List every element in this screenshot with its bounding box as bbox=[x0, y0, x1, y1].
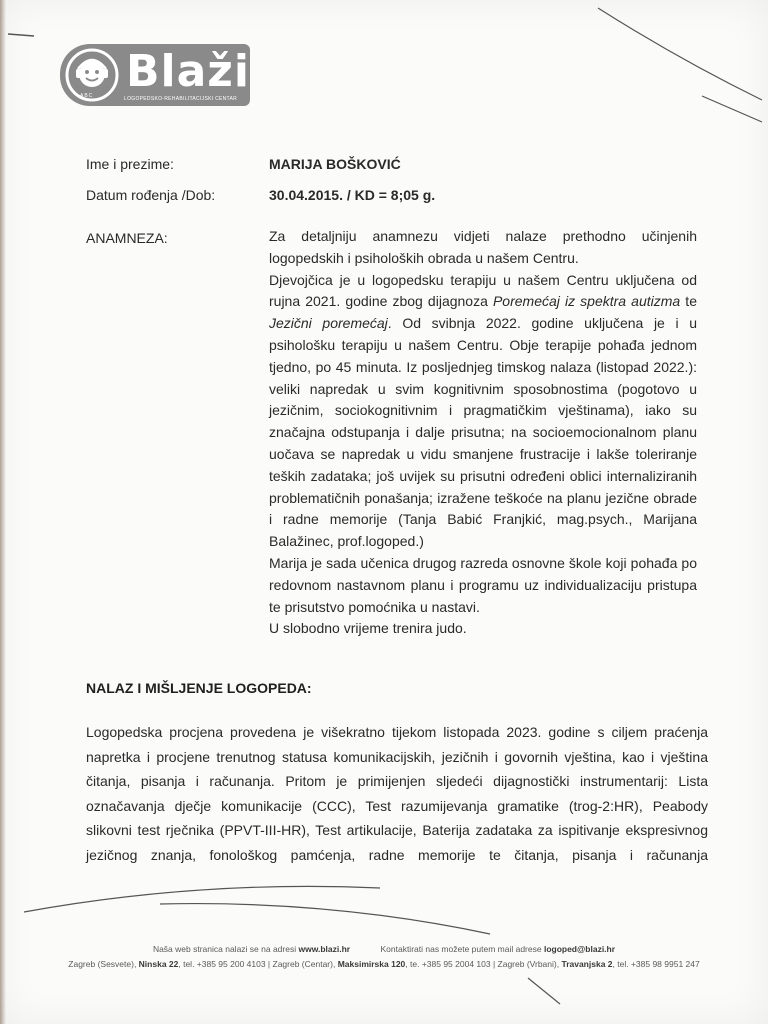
logo-wordmark: Blaži bbox=[126, 46, 251, 97]
footer-web-url: www.blazi.hr bbox=[298, 944, 351, 954]
anamneza-text bbox=[269, 226, 697, 640]
anamneza-paragraph-1: Za detaljniju anamnezu vidjeti nalaze prethodno učinjenih logopedskih i psiholoških obrada u našem Centru. bbox=[269, 228, 697, 266]
dob-value: 30.04.2015. / KD = 8;05 g. bbox=[269, 187, 436, 203]
footer-address-3: Travanjska 2 bbox=[561, 959, 613, 969]
footer-web: Naša web stranica nalazi se na adresi www.blazi.hr bbox=[152, 944, 351, 954]
diagnosis-language: Jezični poremećaj bbox=[269, 315, 388, 332]
name-label: Ime i prezime: bbox=[86, 156, 174, 172]
footer-address-line: Zagreb (Sesvete), Ninska 22, tel. +385 95 200 4103 | Zagreb (Centar), Maksimirska 120, te. +385 95 2004 103 | Zagreb (Vrbani), Travanjska 2, tel. +385 98 9951 247 bbox=[68, 959, 700, 969]
footer-mail: Kontaktirati nas možete putem mail adrese logoped@blazi.hr bbox=[380, 944, 616, 954]
nalaz-title: NALAZ I MIŠLJENJE LOGOPEDA: bbox=[86, 680, 312, 696]
anamneza-label: ANAMNEZA: bbox=[86, 230, 168, 246]
dob-label: Datum rođenja /Dob: bbox=[86, 187, 216, 203]
anamneza-p2-c: . Od svibnja 2022. godine uključena je i u psihološku terapiju u našem Centru. Obje terapije pohađa jednom tjedno, po 45 minuta. Iz posljednjeg timskog nalaza (listopad 2022.): veliki napredak u svim kognitivnim sposobnostima (pogotovo u jezičnim, sociokognitivnim i pragmatičkim vještinama), iako su značajna odstupanja i dalje prisutna; na socioemocionalnom planu uočava se napredak u vidu smanjene frustracije i lakše toleriranje teških zadataka; još uvijek su prisutni određeni oblici internaliziranih problematičnih ponašanja; izražene teškoće na planu jezične obrade i radne memorije (Tanja Babić Franjkić, mag.psych., Marijana Balažinec, prof.logoped.) bbox=[269, 315, 697, 550]
logo-abc-text: ABC bbox=[80, 93, 94, 99]
footer-address-2: Maksimirska 120 bbox=[337, 959, 406, 969]
name-value: MARIJA BOŠKOVIĆ bbox=[269, 156, 401, 172]
diagnosis-autism: Poremećaj iz spektra autizma bbox=[492, 293, 681, 310]
anamneza-p2-a: Djevojčica je u logopedsku terapiju u našem Centru uključena od rujna 2021. godine zbog dijagnoza bbox=[269, 271, 697, 310]
footer-contact-line bbox=[0, 944, 768, 954]
anamneza-p2-b: te bbox=[680, 293, 697, 310]
anamneza-paragraph-3: Marija je sada učenica drugog razreda osnovne škole koji pohađa po redovnom nastavnom planu i programu uz individualizaciju pristupa te prisutstvo pomoćnika u nastavi. bbox=[269, 554, 697, 615]
anamneza-paragraph-4: U slobodno vrijeme trenira judo. bbox=[269, 620, 467, 637]
blazi-logo bbox=[60, 44, 250, 106]
logo-tagline: LOGOPEDSKO-REHABILITACIJSKI CENTAR bbox=[124, 96, 238, 102]
page-edge-shadow bbox=[0, 0, 6, 1024]
nalaz-text: Logopedska procjena provedena je višekratno tijekom listopada 2023. godine s ciljem praćenja napretka i procjene trenutnog statusa komunikacijskih, jezičnih i govornih vještina, kao i vještina čitanja, pisanja i računanja. Pritom je primijenjen sljedeći dijagnostički instrumentarij: Lista označavanja dječje komunikacije (CCC), Test razumijevanja gramatike (trog-2:HR), Peabody slikovni test rječnika (PPVT-III-HR), Test artikulacije, Baterija zadataka za ispitivanje ekspresivnog jezičnog znanja, fonološkog pamćenja, radne memorije te čitanja, pisanja i računanja bbox=[86, 724, 708, 863]
footer-address-1: Ninska 22 bbox=[138, 959, 179, 969]
footer-mail-address: logoped@blazi.hr bbox=[543, 944, 616, 954]
anamneza-paragraph-2 bbox=[269, 270, 697, 553]
